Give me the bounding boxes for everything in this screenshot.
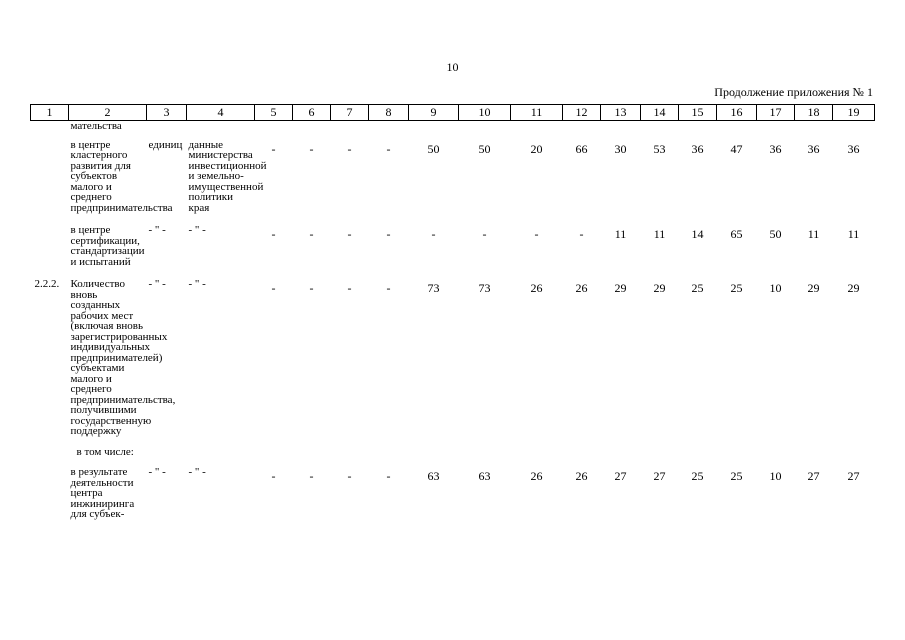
value-cell: 30 bbox=[614, 141, 627, 156]
value-cell: 11 bbox=[614, 227, 627, 241]
value-cell: 25 bbox=[691, 469, 704, 483]
value-cell: 73 bbox=[478, 281, 491, 295]
table-row bbox=[31, 121, 875, 132]
value-cell bbox=[795, 121, 833, 132]
value-cell bbox=[563, 121, 601, 132]
value-cell bbox=[641, 441, 679, 460]
value-cell: 66 bbox=[575, 141, 588, 156]
column-header: 1 bbox=[31, 105, 69, 121]
unit-cell: - " - bbox=[148, 224, 166, 236]
table-row bbox=[31, 441, 875, 460]
column-header: 5 bbox=[255, 105, 293, 121]
unit-cell: единиц bbox=[148, 138, 183, 151]
header-row bbox=[31, 105, 875, 121]
value-cell: 26 bbox=[575, 469, 588, 483]
value-cell bbox=[757, 441, 795, 460]
value-cell: 26 bbox=[575, 281, 588, 295]
indicator-cell: Количество вновь созданных рабочих мест (включая вновь зарегистрированных индивидуальных предпринимателей) субъектами малого и среднего предпринимательства, получившими государственную поддержку bbox=[70, 278, 176, 437]
value-cell bbox=[293, 121, 331, 132]
value-cell: 27 bbox=[847, 469, 860, 483]
value-cell: 11 bbox=[653, 227, 666, 241]
value-cell: 29 bbox=[614, 281, 627, 295]
column-header: 7 bbox=[331, 105, 369, 121]
unit-cell bbox=[147, 441, 187, 460]
value-cell bbox=[601, 121, 641, 132]
value-cell: - bbox=[482, 227, 487, 241]
source-cell bbox=[187, 121, 255, 132]
value-cell bbox=[679, 441, 717, 460]
unit-cell: - " - bbox=[148, 278, 166, 290]
column-header: 11 bbox=[511, 105, 563, 121]
column-header: 9 bbox=[409, 105, 459, 121]
column-header: 18 bbox=[795, 105, 833, 121]
indicator-cell: в центре кластерного развития для субъектов малого и среднего предпринимательства bbox=[70, 138, 173, 214]
value-cell: 27 bbox=[807, 469, 820, 483]
source-cell: - " - bbox=[188, 466, 206, 478]
value-cell: 26 bbox=[530, 469, 543, 483]
table-row bbox=[31, 217, 875, 271]
indicator-cell: в центре сертификации, стандартизации и испытаний bbox=[70, 224, 145, 268]
value-cell bbox=[459, 121, 511, 132]
indicator-cell: в том числе: bbox=[76, 445, 134, 458]
value-cell bbox=[255, 121, 293, 132]
table-row bbox=[31, 271, 875, 441]
value-cell: - bbox=[347, 141, 352, 156]
value-cell: - bbox=[309, 141, 314, 156]
value-cell: 25 bbox=[730, 469, 743, 483]
value-cell: 27 bbox=[614, 469, 627, 483]
value-cell: - bbox=[386, 227, 391, 241]
value-cell: - bbox=[386, 469, 391, 483]
column-header: 16 bbox=[717, 105, 757, 121]
row-number-cell bbox=[31, 132, 69, 218]
column-header: 10 bbox=[459, 105, 511, 121]
page-number: 10 bbox=[446, 60, 459, 74]
value-cell: 11 bbox=[847, 227, 860, 241]
column-header: 15 bbox=[679, 105, 717, 121]
value-cell: 10 bbox=[769, 469, 782, 483]
value-cell bbox=[293, 441, 331, 460]
unit-cell bbox=[147, 121, 187, 132]
column-header: 6 bbox=[293, 105, 331, 121]
value-cell: - bbox=[347, 281, 352, 295]
column-header: 17 bbox=[757, 105, 795, 121]
row-number-cell: 2.2.2. bbox=[34, 278, 60, 290]
value-cell: 65 bbox=[730, 227, 743, 241]
table-row bbox=[31, 459, 875, 524]
value-cell bbox=[331, 441, 369, 460]
column-header: 3 bbox=[147, 105, 187, 121]
value-cell bbox=[409, 441, 459, 460]
value-cell: 27 bbox=[653, 469, 666, 483]
value-cell bbox=[641, 121, 679, 132]
column-header: 19 bbox=[833, 105, 875, 121]
value-cell bbox=[409, 121, 459, 132]
value-cell: - bbox=[431, 227, 436, 241]
value-cell: - bbox=[309, 469, 314, 483]
value-cell: 10 bbox=[769, 281, 782, 295]
table-row bbox=[31, 132, 875, 218]
value-cell bbox=[679, 121, 717, 132]
value-cell: - bbox=[309, 281, 314, 295]
column-header: 13 bbox=[601, 105, 641, 121]
value-cell: 73 bbox=[427, 281, 440, 295]
value-cell bbox=[255, 441, 293, 460]
value-cell bbox=[511, 441, 563, 460]
value-cell bbox=[601, 441, 641, 460]
value-cell: - bbox=[386, 281, 391, 295]
value-cell bbox=[563, 441, 601, 460]
source-cell: - " - bbox=[188, 278, 206, 290]
value-cell bbox=[795, 441, 833, 460]
value-cell: 29 bbox=[847, 281, 860, 295]
value-cell bbox=[369, 121, 409, 132]
row-number-cell bbox=[31, 441, 69, 460]
value-cell: - bbox=[271, 469, 276, 483]
row-number-cell bbox=[31, 121, 69, 132]
value-cell: 36 bbox=[691, 141, 704, 156]
value-cell bbox=[717, 441, 757, 460]
value-cell: - bbox=[347, 469, 352, 483]
value-cell: - bbox=[271, 281, 276, 295]
value-cell: 63 bbox=[427, 469, 440, 483]
column-header: 12 bbox=[563, 105, 601, 121]
column-header: 4 bbox=[187, 105, 255, 121]
column-header: 2 bbox=[69, 105, 147, 121]
value-cell: 36 bbox=[807, 141, 820, 156]
value-cell: 36 bbox=[769, 141, 782, 156]
source-cell: - " - bbox=[188, 224, 206, 236]
value-cell: 25 bbox=[691, 281, 704, 295]
value-cell: 29 bbox=[653, 281, 666, 295]
value-cell: 26 bbox=[530, 281, 543, 295]
value-cell: - bbox=[347, 227, 352, 241]
value-cell: 63 bbox=[478, 469, 491, 483]
appendix-table bbox=[30, 104, 875, 524]
column-header: 14 bbox=[641, 105, 679, 121]
value-cell: - bbox=[271, 227, 276, 241]
value-cell: 36 bbox=[847, 141, 860, 156]
continuation-note: Продолжение приложения № 1 bbox=[714, 85, 873, 99]
value-cell bbox=[369, 441, 409, 460]
value-cell: - bbox=[534, 227, 539, 241]
value-cell bbox=[757, 121, 795, 132]
unit-cell: - " - bbox=[148, 466, 166, 478]
value-cell bbox=[331, 121, 369, 132]
indicator-cell: мательства bbox=[70, 120, 122, 132]
value-cell: - bbox=[579, 227, 584, 241]
value-cell: 20 bbox=[530, 141, 543, 156]
value-cell: 50 bbox=[427, 141, 440, 156]
row-number-cell bbox=[31, 459, 69, 524]
value-cell bbox=[833, 121, 875, 132]
value-cell: 50 bbox=[769, 227, 782, 241]
value-cell: 14 bbox=[691, 227, 704, 241]
value-cell: 29 bbox=[807, 281, 820, 295]
value-cell: 47 bbox=[730, 141, 743, 156]
indicator-cell: в результате деятельности центра инжиниринга для субъек- bbox=[70, 466, 135, 520]
value-cell bbox=[833, 441, 875, 460]
value-cell bbox=[717, 121, 757, 132]
value-cell: - bbox=[309, 227, 314, 241]
value-cell bbox=[511, 121, 563, 132]
column-header: 8 bbox=[369, 105, 409, 121]
value-cell: - bbox=[271, 141, 276, 156]
value-cell: 11 bbox=[807, 227, 820, 241]
value-cell: 25 bbox=[730, 281, 743, 295]
value-cell bbox=[459, 441, 511, 460]
source-cell: данные министерства инвестиционной и земельно-имущественной политики края bbox=[188, 138, 267, 214]
value-cell: 50 bbox=[478, 141, 491, 156]
value-cell: 53 bbox=[653, 141, 666, 156]
value-cell: - bbox=[386, 141, 391, 156]
row-number-cell bbox=[31, 217, 69, 271]
source-cell bbox=[187, 441, 255, 460]
